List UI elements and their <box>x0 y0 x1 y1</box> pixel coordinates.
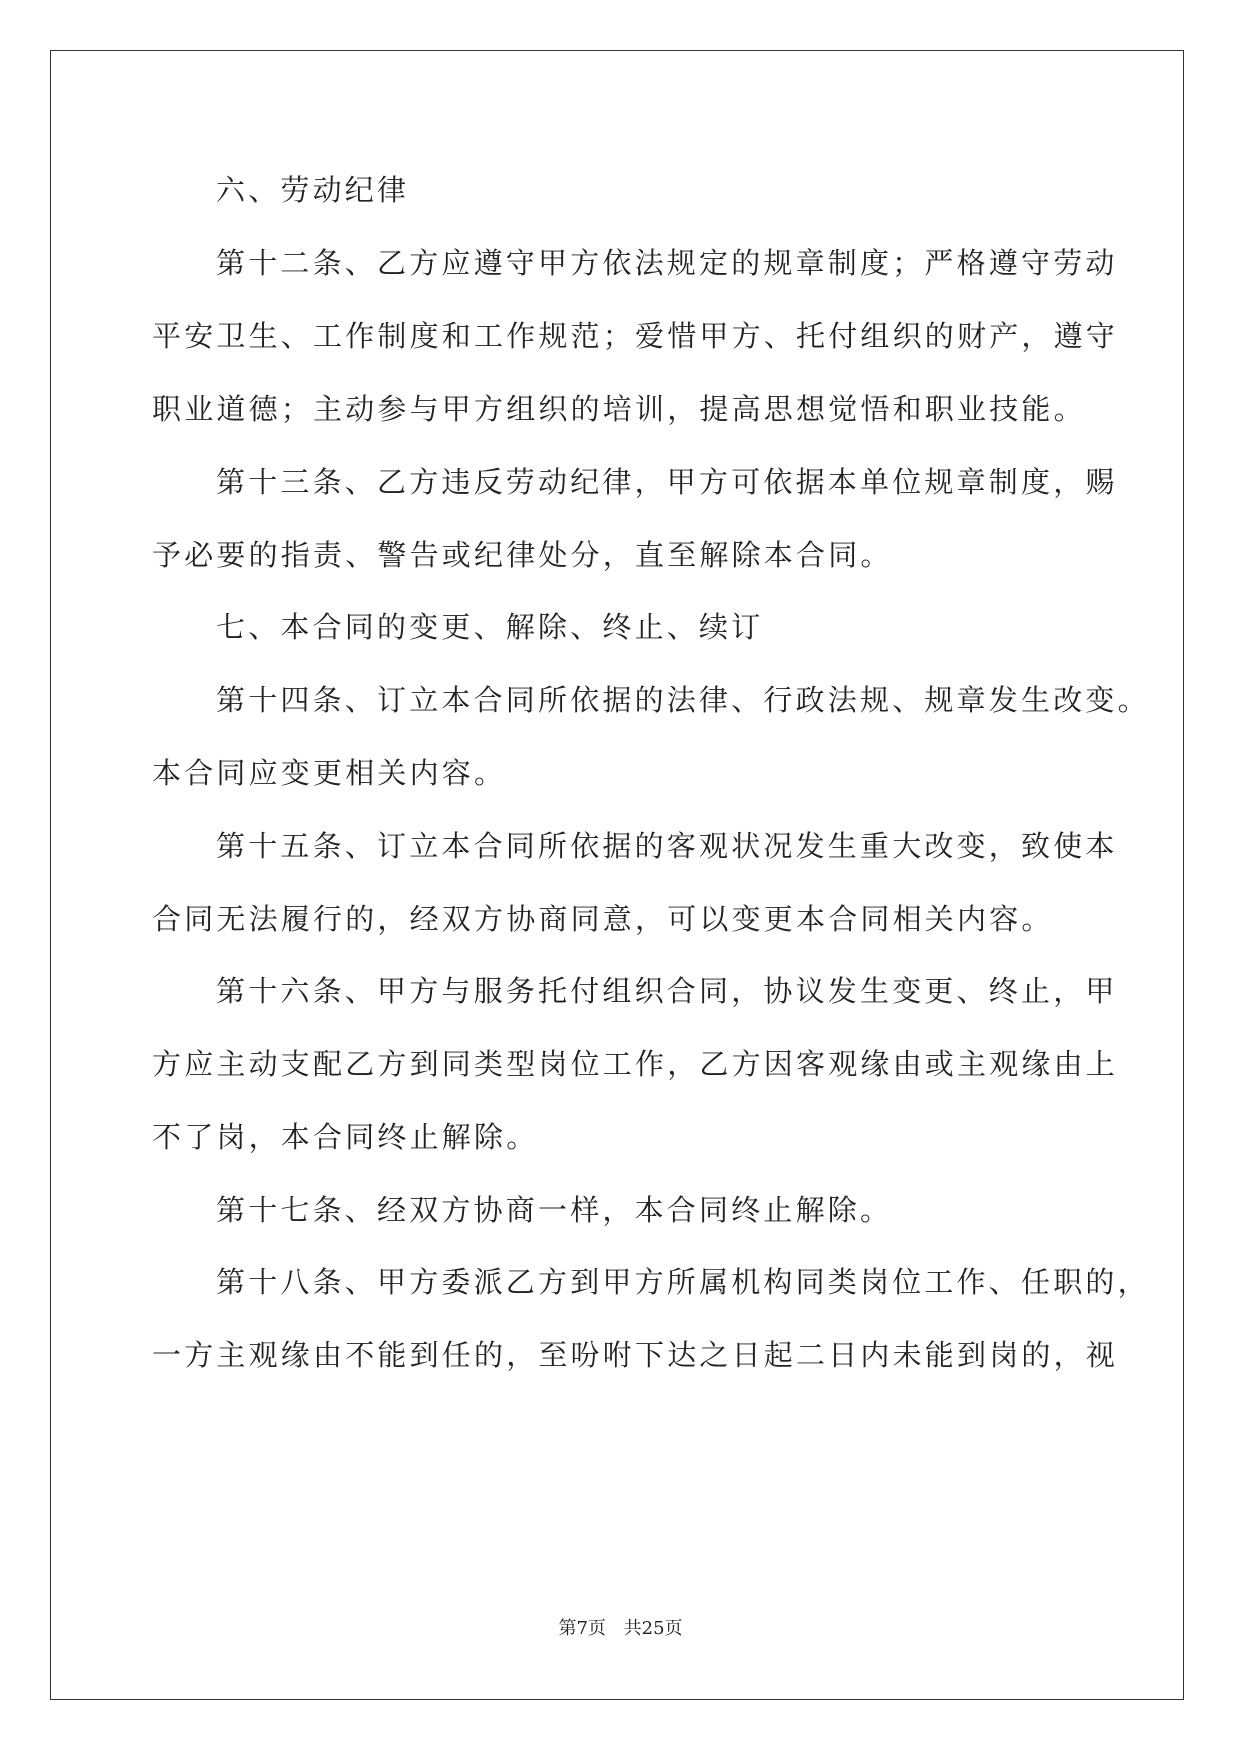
paragraph-line: 方应主动支配乙方到同类型岗位工作，乙方因客观缘由或主观缘由上 <box>152 1047 1119 1081</box>
paragraph-line: 不了岗，本合同终止解除。 <box>152 1120 539 1154</box>
paragraph-line: 第十五条、订立本合同所依据的客观状况发生重大改变，致使本 <box>216 829 1118 863</box>
paragraph-line: 第十七条、经双方协商一样，本合同终止解除。 <box>216 1193 893 1227</box>
page-border <box>50 50 1184 1700</box>
paragraph-line: 合同无法履行的，经双方协商同意，可以变更本合同相关内容。 <box>152 902 1054 936</box>
page-number: 第7页 <box>558 1618 606 1639</box>
page-total: 共25页 <box>623 1618 683 1639</box>
paragraph-line: 第十三条、乙方违反劳动纪律，甲方可依据本单位规章制度，赐 <box>216 465 1118 499</box>
paragraph-line: 一方主观缘由不能到任的，至吩咐下达之日起二日内未能到岗的，视 <box>152 1338 1119 1372</box>
paragraph-line: 平安卫生、工作制度和工作规范；爱惜甲方、托付组织的财产，遵守 <box>152 319 1119 353</box>
paragraph-line: 第十八条、甲方委派乙方到甲方所属机构同类岗位工作、任职的， <box>216 1265 1150 1299</box>
paragraph-line: 本合同应变更相关内容。 <box>152 756 507 790</box>
section-heading-contract-changes: 七、本合同的变更、解除、终止、续订 <box>216 610 764 644</box>
paragraph-line: 职业道德；主动参与甲方组织的培训，提高思想觉悟和职业技能。 <box>152 392 1086 426</box>
paragraph-line: 第十四条、订立本合同所依据的法律、行政法规、规章发生改变。 <box>216 683 1150 717</box>
paragraph-line: 第十二条、乙方应遵守甲方依法规定的规章制度；严格遵守劳动 <box>216 246 1118 280</box>
page-footer <box>0 1614 1241 1640</box>
paragraph-line: 予必要的指责、警告或纪律处分，直至解除本合同。 <box>152 538 893 572</box>
paragraph-line: 第十六条、甲方与服务托付组织合同，协议发生变更、终止，甲 <box>216 974 1118 1008</box>
section-heading-labor-discipline: 六、劳动纪律 <box>216 173 410 207</box>
